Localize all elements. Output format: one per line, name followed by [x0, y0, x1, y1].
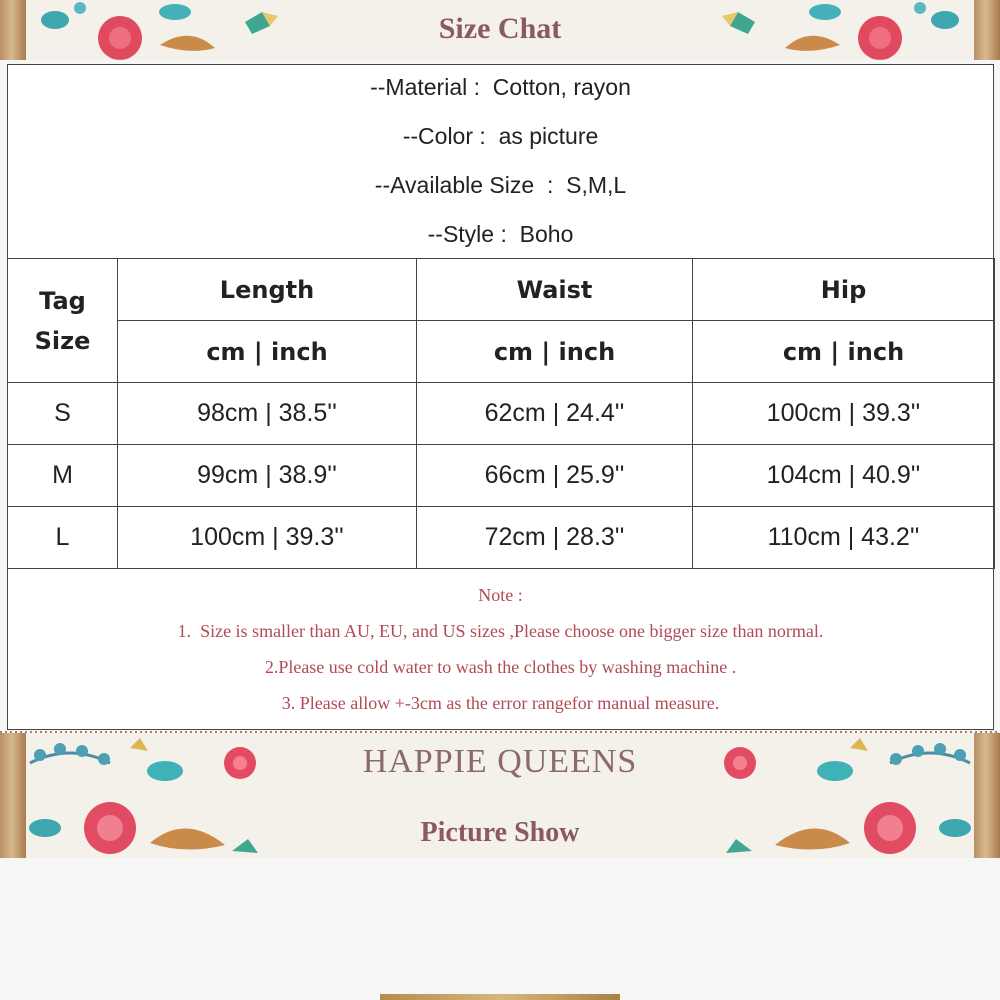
hip-cell: 110cm | 43.2'': [693, 507, 995, 569]
size-chart-panel: [7, 64, 994, 730]
spec-material: --Material : Cotton, rayon: [370, 74, 631, 100]
spec-color: --Color : as picture: [402, 123, 599, 149]
waist-cell: 72cm | 28.3'': [417, 507, 693, 569]
notes-section: [8, 571, 993, 729]
size-table: [7, 258, 995, 569]
table-row: [8, 383, 995, 445]
brand-name: HAPPIE QUEENS: [362, 743, 638, 780]
note-item: 3. Please allow +-3cm as the error rangefor manual measure.: [281, 693, 720, 713]
length-cell: 99cm | 38.9'': [118, 445, 417, 507]
hip-units: cm | inch: [693, 321, 995, 383]
length-header: Length: [118, 259, 417, 321]
spec-available-size: --Available Size : S,M,L: [374, 172, 627, 198]
length-cell: 100cm | 39.3'': [118, 507, 417, 569]
waist-header: Waist: [417, 259, 693, 321]
note-item: 1. Size is smaller than AU, EU, and US sizes ,Please choose one bigger size than normal.: [177, 621, 824, 641]
length-cell: 98cm | 38.5'': [118, 383, 417, 445]
decorative-strip: [380, 994, 620, 1000]
table-row: [8, 445, 995, 507]
top-banner: [0, 0, 1000, 60]
tag-size-header: Tag Size: [8, 259, 118, 383]
size-cell: S: [8, 383, 118, 445]
bottom-banner: [0, 733, 1000, 858]
waist-cell: 66cm | 25.9'': [417, 445, 693, 507]
waist-units: cm | inch: [417, 321, 693, 383]
size-chart-title: Size Chat: [438, 12, 562, 45]
waist-cell: 62cm | 24.4'': [417, 383, 693, 445]
note-heading: Note :: [478, 585, 523, 605]
table-row: [8, 507, 995, 569]
hip-cell: 100cm | 39.3'': [693, 383, 995, 445]
picture-show-title: Picture Show: [420, 817, 580, 848]
spec-style: --Style : Boho: [427, 221, 574, 247]
table-header-row: [8, 259, 995, 321]
hip-header: Hip: [693, 259, 995, 321]
size-cell: L: [8, 507, 118, 569]
note-item: 2.Please use cold water to wash the clothes by washing machine .: [264, 657, 737, 677]
length-units: cm | inch: [118, 321, 417, 383]
product-specs: [8, 65, 993, 258]
size-cell: M: [8, 445, 118, 507]
hip-cell: 104cm | 40.9'': [693, 445, 995, 507]
units-row: [8, 321, 995, 383]
